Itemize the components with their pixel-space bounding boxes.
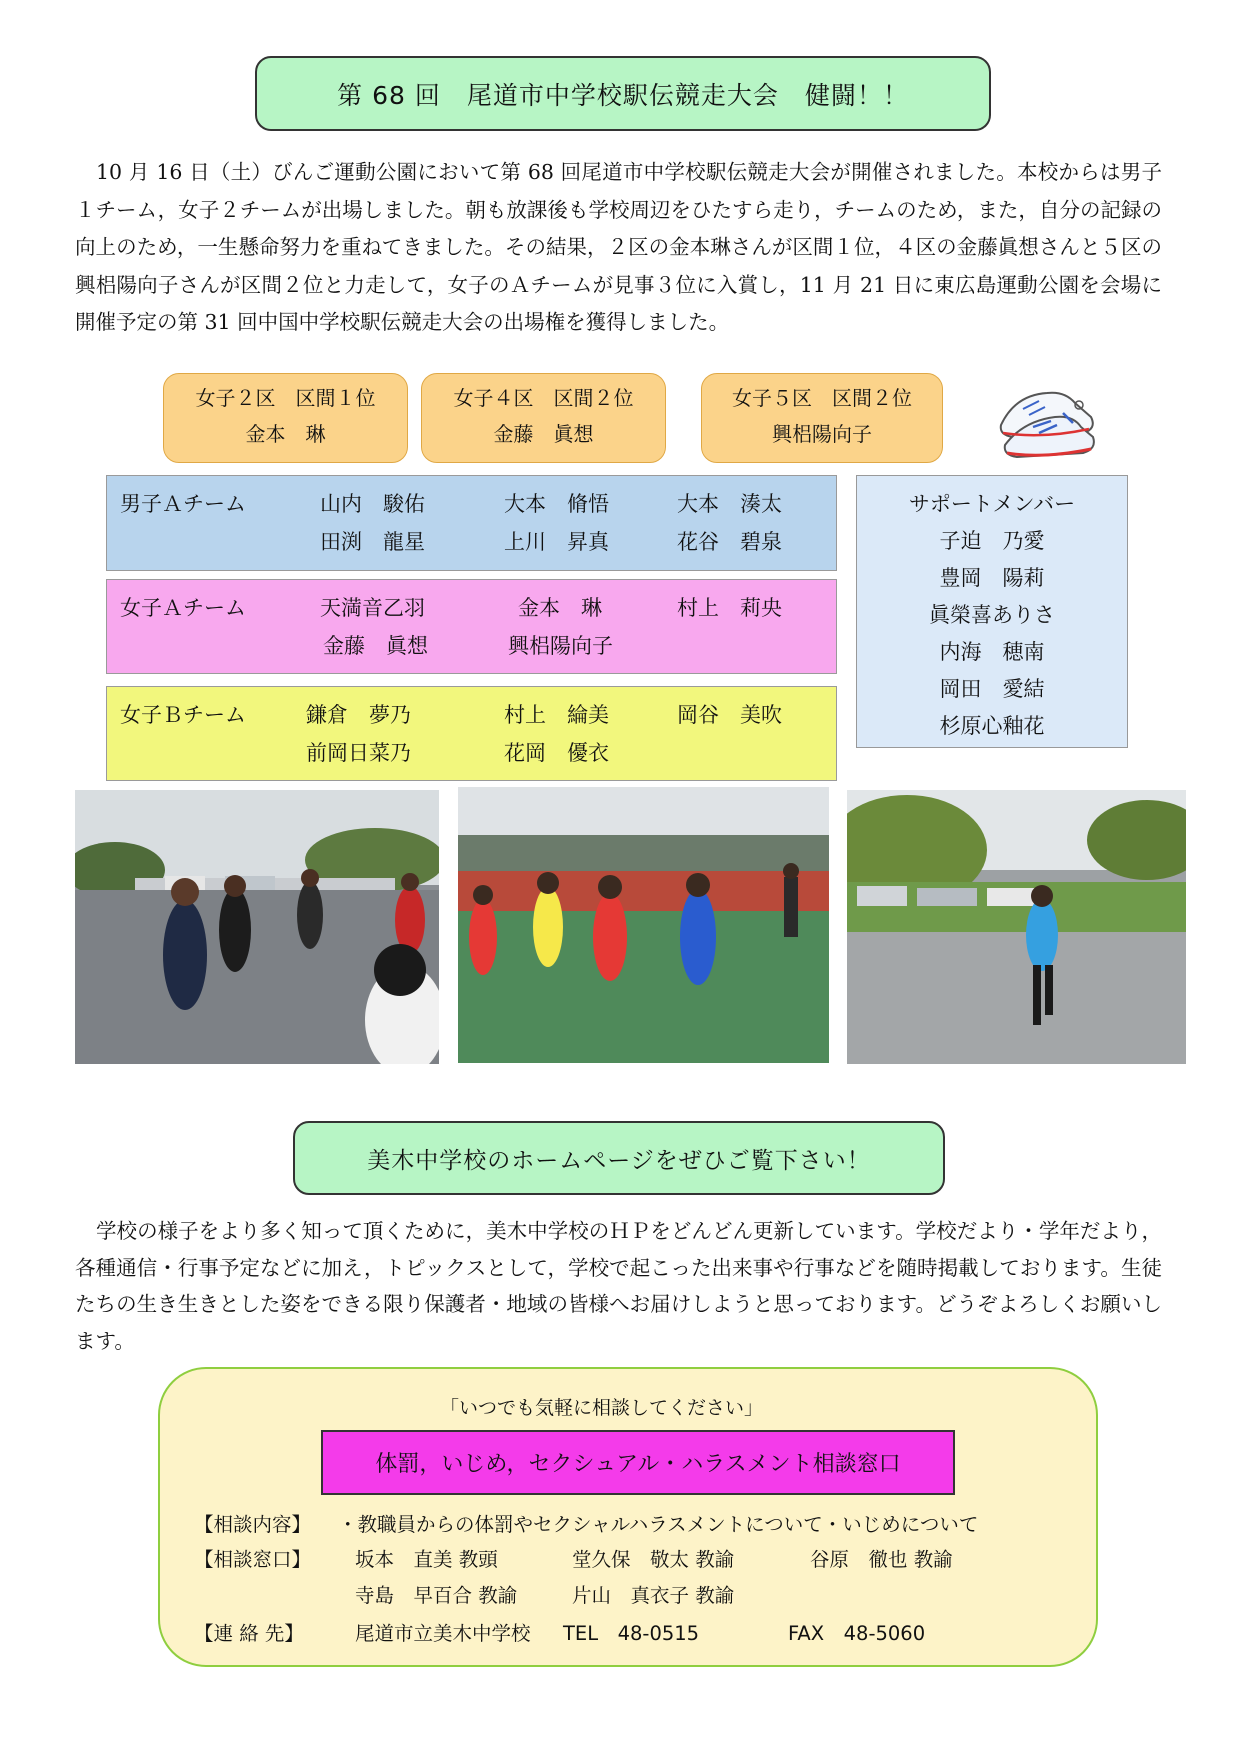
team-member: 鎌倉 夢乃 bbox=[306, 703, 411, 727]
consult-window-label: 【相談窓口】 bbox=[194, 1548, 312, 1571]
team-member: 村上 莉央 bbox=[677, 596, 782, 620]
award-rank: 女子４区 区間２位 bbox=[453, 386, 634, 410]
support-member: 杉原心釉花 bbox=[939, 714, 1045, 738]
team-girls-a bbox=[106, 579, 837, 674]
team-label: 男子Ａチーム bbox=[120, 492, 246, 516]
school-fax: FAX 48-5060 bbox=[788, 1622, 926, 1645]
award-name: 金本 琳 bbox=[245, 422, 326, 446]
consult-contact-label: 【連 絡 先】 bbox=[194, 1622, 304, 1645]
staff-member: 谷原 徹也 教諭 bbox=[810, 1548, 953, 1571]
consult-content: ・教職員からの体罰やセクシャルハラスメントについて・いじめについて bbox=[338, 1513, 979, 1536]
team-member: 村上 綸美 bbox=[504, 703, 609, 727]
team-member: 岡谷 美吹 bbox=[677, 703, 782, 727]
intro-paragraph: 10 月 16 日（土）びんご運動公園において第 68 回尾道市中学校駅伝競走大会が開催されました。本校からは男子１チーム，女子２チームが出場しました。朝も放課後も学校周辺をひたすら走り，チームのため，また，自分の記録の向上のため，一生懸命努力を重ねてきました。その結果，２区の金本琳さんが区間１位，４区の金藤眞想さんと５区の興梠陽向子さんが区間２位と力走して，女子のＡチームが見事３位に入賞し，11 月 21 日に東広島運動公園を会場に開催予定の第 31 回中国中学校駅伝競走大会の出場権を獲得しました。 bbox=[75, 160, 1162, 334]
staff-member: 寺島 早百合 教諭 bbox=[355, 1584, 518, 1607]
team-girls-b bbox=[106, 686, 837, 781]
running-shoe-icon bbox=[993, 373, 1098, 463]
team-member: 金本 琳 bbox=[518, 596, 602, 620]
award-rank: 女子２区 区間１位 bbox=[195, 386, 376, 410]
school-name: 尾道市立美木中学校 bbox=[355, 1622, 531, 1645]
consult-tagline: 「いつでも気軽に相談してください」 bbox=[440, 1397, 764, 1419]
team-member: 興梠陽向子 bbox=[508, 634, 613, 658]
team-member: 上川 昇真 bbox=[504, 530, 609, 554]
team-member: 花谷 碧泉 bbox=[677, 530, 782, 554]
support-members-box bbox=[856, 475, 1128, 748]
support-member: 子迫 乃愛 bbox=[939, 529, 1045, 553]
award-rank: 女子５区 区間２位 bbox=[732, 386, 912, 410]
team-boys-a bbox=[106, 475, 837, 571]
team-label: 女子Ａチーム bbox=[120, 596, 246, 620]
award-box-1 bbox=[163, 373, 408, 463]
consult-content-label: 【相談内容】 bbox=[194, 1513, 312, 1536]
support-member: 岡田 愛結 bbox=[939, 677, 1045, 701]
hotline-title: 体罰，いじめ，セクシュアル・ハラスメント相談窓口 bbox=[375, 1452, 901, 1477]
team-member: 田渕 龍星 bbox=[320, 530, 425, 554]
support-title: サポートメンバー bbox=[908, 492, 1076, 516]
article-title-box bbox=[255, 56, 991, 131]
team-member: 花岡 優衣 bbox=[504, 741, 609, 765]
team-member: 天満音乙羽 bbox=[320, 596, 425, 620]
award-name: 金藤 眞想 bbox=[493, 422, 594, 446]
school-tel: TEL 48-0515 bbox=[563, 1622, 700, 1645]
staff-member: 坂本 直美 教頭 bbox=[355, 1548, 498, 1571]
team-member: 金藤 眞想 bbox=[323, 634, 428, 658]
support-member: 内海 穂南 bbox=[939, 640, 1045, 664]
staff-member: 片山 真衣子 教諭 bbox=[572, 1584, 735, 1607]
homepage-title-box bbox=[293, 1121, 945, 1195]
photo-girls-track bbox=[458, 787, 829, 1063]
support-member: 豊岡 陽莉 bbox=[939, 566, 1045, 590]
hotline-box bbox=[321, 1430, 955, 1495]
article-title: 第 68 回 尾道市中学校駅伝競走大会 健闘！！ bbox=[337, 80, 909, 110]
homepage-title: 美木中学校のホームページをぜひご覧下さい！ bbox=[367, 1147, 871, 1174]
photo-girl-park bbox=[847, 790, 1186, 1064]
staff-member: 堂久保 敬太 教諭 bbox=[572, 1548, 735, 1571]
team-member: 大本 脩悟 bbox=[504, 492, 609, 516]
photo-boys-race bbox=[75, 790, 439, 1064]
award-name: 興梠陽向子 bbox=[772, 422, 872, 446]
homepage-paragraph: 学校の様子をより多く知って頂くために，美木中学校のＨＰをどんどん更新しています。学校だより・学年だより，各種通信・行事予定などに加え，トピックスとして，学校で起こった出来事や行事などを随時掲載しております。生徒たちの生き生きとした姿をできる限り保護者・地域の皆様へお届けしようと思っております。どうぞよろしくお願いします。 bbox=[75, 1219, 1162, 1353]
team-member: 大本 湊太 bbox=[677, 492, 782, 516]
support-member: 眞榮喜ありさ bbox=[929, 603, 1055, 627]
award-box-3 bbox=[701, 373, 943, 463]
award-box-2 bbox=[421, 373, 666, 463]
team-label: 女子Ｂチーム bbox=[120, 703, 246, 727]
team-member: 山内 駿佑 bbox=[320, 492, 425, 516]
team-member: 前岡日菜乃 bbox=[306, 741, 411, 765]
